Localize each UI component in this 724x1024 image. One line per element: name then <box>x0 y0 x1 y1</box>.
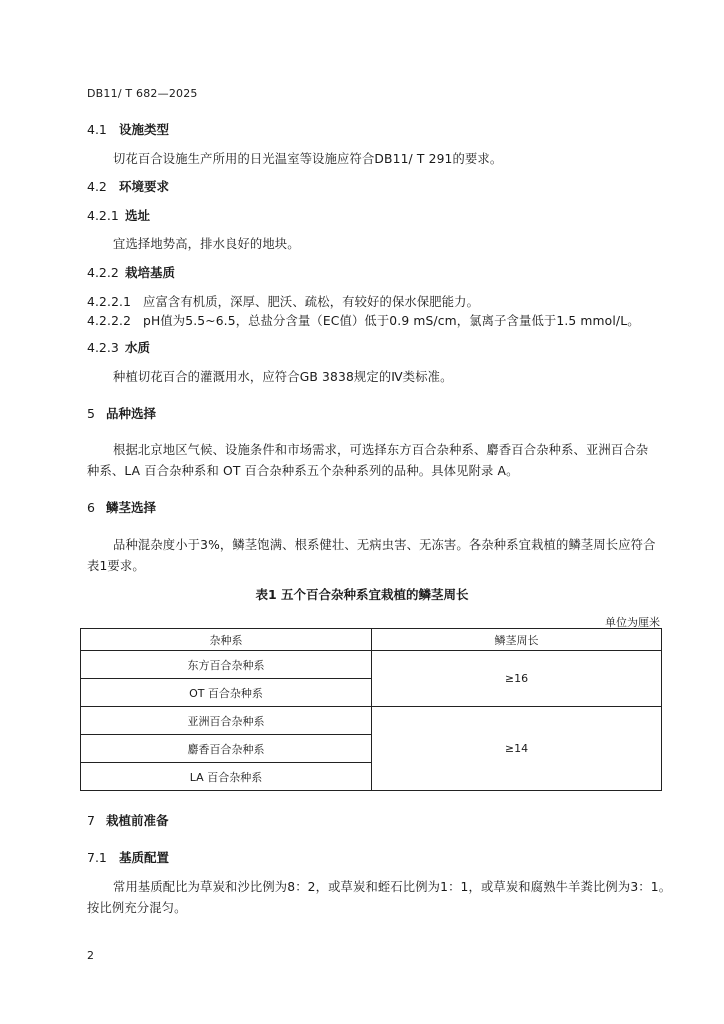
section-number: 4.2.2 <box>87 265 119 280</box>
hybrid-series-cell: 东方百合杂种系 <box>81 651 372 679</box>
circumference-cell: ≥14 <box>372 707 662 791</box>
section-title: 设施类型 <box>119 122 170 137</box>
section-4-1-heading <box>87 120 169 138</box>
section-title: 环境要求 <box>119 179 170 194</box>
section-title: 品种选择 <box>106 406 157 421</box>
section-title: 水质 <box>125 340 151 355</box>
section-title: 基质配置 <box>119 850 170 865</box>
page-number: 2 <box>87 949 94 962</box>
section-number: 6 <box>87 500 95 515</box>
table-row <box>81 707 662 735</box>
section-number: 4.2.3 <box>87 340 119 355</box>
section-4-2-3-heading <box>87 338 150 356</box>
section-6-text-line2: 表1要求。 <box>87 559 145 573</box>
section-7-1-text-line2: 按比例充分混匀。 <box>87 901 187 915</box>
section-7-1-heading <box>87 848 169 866</box>
section-4-1-text: 切花百合设施生产所用的日光温室等设施应符合DB11/ T 291的要求。 <box>113 152 503 166</box>
section-number: 5 <box>87 406 95 421</box>
section-4-2-3-text: 种植切花百合的灌溉用水，应符合GB 3838规定的Ⅳ类标准。 <box>113 370 453 384</box>
header-bulb-circumference: 鳞茎周长 <box>372 629 662 651</box>
table-row <box>81 651 662 679</box>
section-title: 栽植前准备 <box>106 813 169 828</box>
clause-text: 应富含有机质，深厚、肥沃、疏松，有较好的保水保肥能力。 <box>143 295 480 309</box>
bulb-circumference-table <box>80 628 662 791</box>
table-unit: 单位为厘米 <box>605 616 660 629</box>
clause-text: pH值为5.5~6.5，总盐分含量（EC值）低于0.9 mS/cm，氯离子含量低于1.5 mmol/L。 <box>143 314 640 328</box>
section-4-2-heading <box>87 177 169 195</box>
document-header: DB11/ T 682—2025 <box>87 87 198 100</box>
section-4-2-1-text: 宜选择地势高，排水良好的地块。 <box>113 237 300 251</box>
section-title: 栽培基质 <box>125 265 176 280</box>
section-4-2-2-heading <box>87 263 175 281</box>
table-title: 表1 五个百合杂种系宜栽植的鳞茎周长 <box>255 587 469 602</box>
section-6-text-line1: 品种混杂度小于3%，鳞茎饱满、根系健壮、无病虫害、无冻害。各杂种系宜栽植的鳞茎周长应符合 <box>113 538 656 552</box>
section-number: 7.1 <box>87 850 107 865</box>
section-title: 选址 <box>125 208 151 223</box>
section-number: 4.1 <box>87 122 107 137</box>
hybrid-series-cell: LA 百合杂种系 <box>81 763 372 791</box>
hybrid-series-cell: 亚洲百合杂种系 <box>81 707 372 735</box>
section-5-heading <box>87 404 156 422</box>
section-4-2-2-1 <box>87 292 479 310</box>
section-4-2-1-heading <box>87 206 150 224</box>
clause-number: 4.2.2.1 <box>87 295 132 309</box>
table-header-row <box>81 629 662 651</box>
section-4-2-2-2 <box>87 311 640 329</box>
header-hybrid-series: 杂种系 <box>81 629 372 651</box>
section-title: 鳞茎选择 <box>106 500 157 515</box>
section-number: 4.2 <box>87 179 107 194</box>
hybrid-series-cell: OT 百合杂种系 <box>81 679 372 707</box>
section-7-heading <box>87 811 169 829</box>
section-7-1-text-line1: 常用基质配比为草炭和沙比例为8：2，或草炭和蛭石比例为1：1，或草炭和腐熟牛羊粪比例为3：1。 <box>113 880 672 894</box>
section-5-text-line2: 种系、LA 百合杂种系和 OT 百合杂种系五个杂种系列的品种。具体见附录 A。 <box>87 464 519 478</box>
section-5-text-line1: 根据北京地区气候、设施条件和市场需求，可选择东方百合杂种系、麝香百合杂种系、亚洲百合杂 <box>113 443 649 457</box>
clause-number: 4.2.2.2 <box>87 314 132 328</box>
hybrid-series-cell: 麝香百合杂种系 <box>81 735 372 763</box>
section-6-heading <box>87 498 156 516</box>
circumference-cell: ≥16 <box>372 651 662 707</box>
section-number: 4.2.1 <box>87 208 119 223</box>
section-number: 7 <box>87 813 95 828</box>
